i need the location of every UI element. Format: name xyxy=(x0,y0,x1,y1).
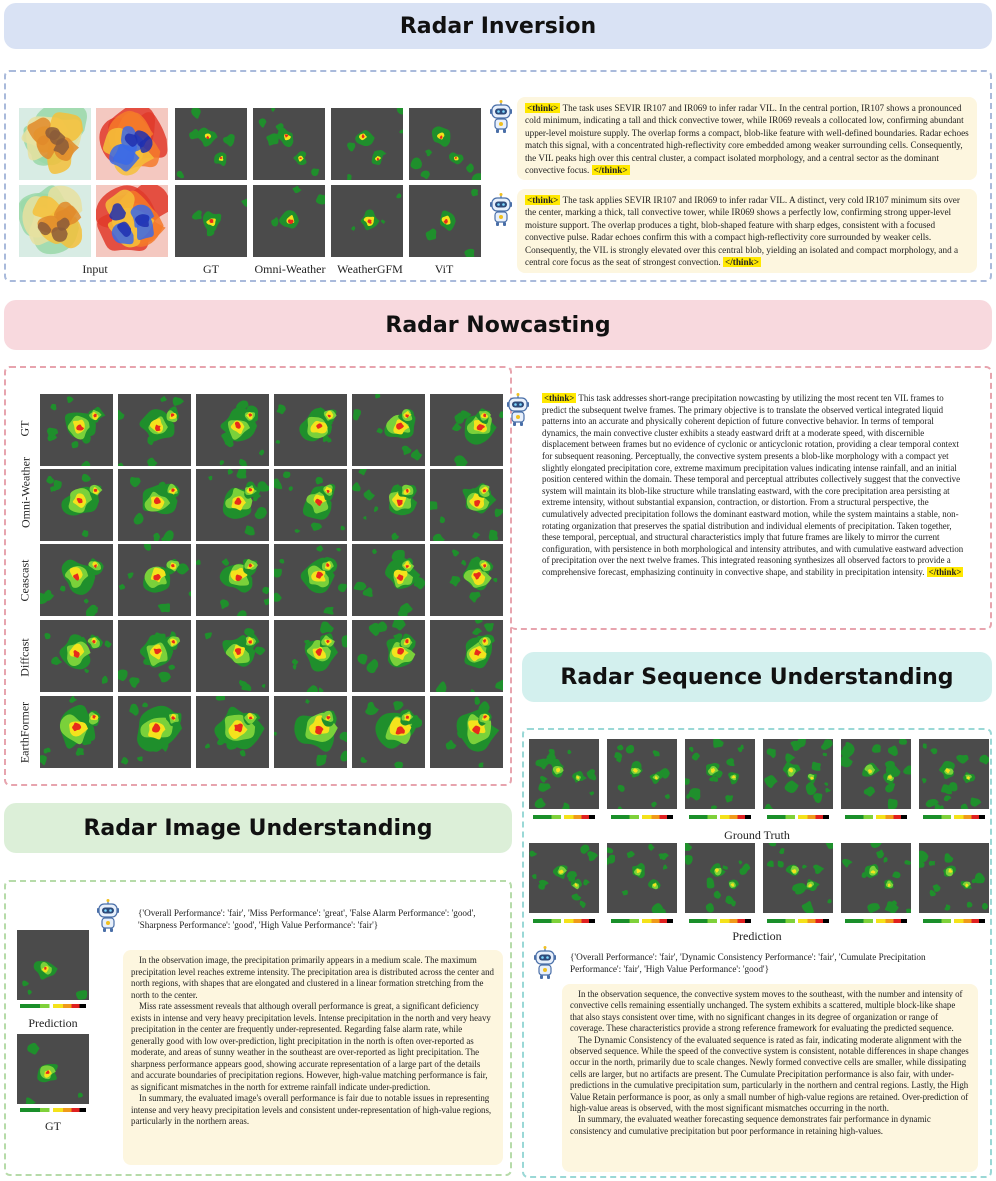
sequence-pred-tile xyxy=(529,843,599,913)
nowcasting-tile xyxy=(196,620,269,692)
think-open-tag: <think> xyxy=(544,393,575,403)
nowcasting-tile xyxy=(40,696,113,768)
row-label-ceascast: Ceascast xyxy=(17,559,32,602)
robot-icon xyxy=(488,100,514,134)
radar-nowcasting-banner xyxy=(4,300,992,350)
nowcasting-tile xyxy=(430,469,503,541)
nowcasting-tile xyxy=(274,620,347,692)
nowcasting-reasoning xyxy=(534,388,978,622)
nowcasting-reasoning-text: This task addresses short-range precipitation nowcasting by utilizing the most recent ten VIL frames to predict the subsequent twelve frames. The primary objective is to translate the observed vertical integrated liquid patterns into an accurate and physically coherent depiction of future convective behavior. In terms of temporal dynamics, the main convective cluster exhibits a steady eastward drift at a moderate speed, with discernible displacement between frames but no evidence of cyclonic or anticyclonic rotation, providing a clear temporal context for subsequent reasoning. Perceptually, the convective system presents a blob-like morphology with a compact yet slightly elongated precipitation core, extreme maximum precipitation values indicating intense rainfall, and an initial position centered within the domain. These temporal and perceptual attributes collectively suggest that the convective system will maintain its blob-like structure while translating eastward, with the core precipitation area persisting at extreme intensity, without substantial expansion, contraction, or distortion. From a structural perspective, the cumulatively advected precipitation follows the dominant eastward motion, while the system maintains a stable, non-rotating organization that preserves the spatial distribution and individual elements of precipitation. Taken together, these temporal, perceptual, and structural characteristics imply that future frames are likely to mirror the current configuration, with persistence in both morphological and intensity attributes, and with cumulative eastward advection of precipitation over the next twelve frames. This integrated reasoning synthesizes all observed factors to provide a comprehensive forecast, emphasizing continuity in convective shape, and stability in precipitation intensity. xyxy=(542,393,964,577)
colorbar xyxy=(767,815,829,819)
input-ir107-tile-1 xyxy=(19,108,91,180)
image-analysis-p3: In summary, the evaluated image's overall performance is fair due to notable issues in representing intense and very heavy precipitation levels and consistent under-representation of high-value regions, particularly in the northern areas. xyxy=(131,1093,492,1126)
radar-image-title: Radar Image Understanding xyxy=(83,815,433,841)
inversion-output-tile xyxy=(409,108,481,180)
image-prediction-tile xyxy=(17,930,89,1000)
nowcasting-tile xyxy=(352,544,425,616)
nowcasting-tile xyxy=(40,620,113,692)
caption-vit: ViT xyxy=(434,262,454,276)
caption-input: Input xyxy=(82,262,108,276)
colorbar xyxy=(20,1108,86,1112)
nowcasting-tile xyxy=(274,469,347,541)
colorbar xyxy=(611,815,673,819)
nowcasting-tile xyxy=(118,620,191,692)
sequence-pred-tile xyxy=(607,843,677,913)
radar-image-banner xyxy=(4,803,512,853)
sequence-gt-tile xyxy=(529,739,599,809)
row-label-gt: GT xyxy=(17,420,32,437)
input-ir107-tile-2 xyxy=(19,185,91,257)
nowcasting-tile xyxy=(352,469,425,541)
sequence-analysis-p1: In the observation sequence, the convective system moves to the southeast, with the number and intensity of convective cells remaining essentially unchanged. The system exhibits a scattered, multiple block-like shape that also stays consistent over time, with no significant changes in its degree of organization or range of coverage. These characteristics provide a strong reference framework for evaluating the predicted sequence. xyxy=(570,989,963,1034)
caption-image-prediction: Prediction xyxy=(28,1016,78,1030)
think-open-tag: <think> xyxy=(527,195,559,205)
sequence-gt-tile xyxy=(841,739,911,809)
robot-icon xyxy=(505,393,531,427)
colorbar xyxy=(20,1004,86,1008)
nowcasting-tile xyxy=(118,394,191,466)
nowcasting-tile xyxy=(40,469,113,541)
inversion-output-tile xyxy=(253,108,325,180)
sequence-pred-tile xyxy=(919,843,989,913)
nowcasting-tile xyxy=(118,469,191,541)
sequence-pred-tile xyxy=(841,843,911,913)
nowcasting-tile xyxy=(352,696,425,768)
caption-omni-weather: Omni-Weather xyxy=(254,262,326,276)
radar-sequence-title: Radar Sequence Understanding xyxy=(560,664,954,690)
think-close-tag: </think> xyxy=(928,566,962,577)
nowcasting-tile xyxy=(118,696,191,768)
radar-inversion-banner xyxy=(4,3,992,49)
input-ir069-tile-2 xyxy=(96,185,168,257)
image-scores-text: {'Overall Performance': 'fair', 'Miss Performance': 'great', 'False Alarm Performance': 'good', 'Sharpness Performance': 'good', 'High Value Performance': 'fair'} xyxy=(138,908,476,931)
nowcasting-tile xyxy=(196,394,269,466)
caption-image-gt: GT xyxy=(45,1119,61,1133)
nowcasting-tile xyxy=(352,620,425,692)
colorbar xyxy=(767,919,829,923)
nowcasting-tile xyxy=(274,544,347,616)
nowcasting-tile xyxy=(40,394,113,466)
image-analysis-p2: Miss rate assessment reveals that although overall performance is great, a significant deficiency exists in intense and very heavy precipitation levels. Intense precipitation in the north and very heavy precipitation in the center are frequently under-represented. Regarding false alarm rate, while generally good with low over-prediction, light precipitation in the north is often over-reported as moderate, and areas of sunny weather in the southeast are over-reported as light precipitation. The sharpness performance appears good, showing accurate representation of a large part of the details and accurate boundaries of precipitation regions. However, high-value matching performance is fair, as significant mismatches in the north for extreme rainfall indicate under-prediction. xyxy=(131,1001,491,1092)
inversion-output-tile xyxy=(175,108,247,180)
colorbar xyxy=(845,919,907,923)
nowcasting-tile xyxy=(430,696,503,768)
inversion-output-tile xyxy=(253,185,325,257)
think-close-tag: </think> xyxy=(724,257,759,268)
inversion-output-tile xyxy=(409,185,481,257)
sequence-pred-tile xyxy=(763,843,833,913)
colorbar xyxy=(923,919,985,923)
radar-sequence-banner xyxy=(522,652,992,702)
row-label-diffcast: Diffcast xyxy=(17,638,32,677)
caption-weathergfm: WeatherGFM xyxy=(337,262,403,276)
sequence-analysis-p3: In summary, the evaluated weather forecasting sequence demonstrates fair performance in dynamic consistency and cumulative precipitation but poor performance in retaining high-values. xyxy=(570,1114,931,1136)
sequence-gt-tile xyxy=(685,739,755,809)
inversion-reasoning-1-text: The task uses SEVIR IR107 and IR069 to infer radar VIL. In the central portion, IR107 shows a pronounced cold minimum, indicating a tall and thick convective tower, while IR069 reveals a collocated low, confirming abundant upper-level moisture supply. The overlap forms a compact, blob-like feature with well-defined boundaries. Radar echoes match this signal, with a concentrated high-reflectivity core embedded among weaker surrounding cells. Consequently, the VIL peaks high over this central cluster, a compact isolated morphology, and a central sector as the dominant convective focus. xyxy=(525,103,969,176)
input-ir069-tile-1 xyxy=(96,108,168,180)
caption-gt: GT xyxy=(203,262,219,276)
sequence-gt-tile xyxy=(763,739,833,809)
inversion-reasoning-2-text: The task applies SEVIR IR107 and IR069 to infer radar VIL. A distinct, very cold IR107 minimum sits over the center, marking a thick, tall convective tower, while IR069 shows a perfectly low, confirming strong upper-level moisture support. The overlap produces a tight, blob-shaped feature with sharp edges, consistent with a focused convective pulse. Radar echoes confirm this with a compact high-reflectivity core surrounded by weaker cells. Consequently, the VIL is strongly elevated over this central blob, yielding an isolated and compact morphology, and a central core focus as the seat of strongest convection. xyxy=(525,195,960,268)
think-open-tag: <think> xyxy=(527,103,559,113)
nowcasting-tile xyxy=(274,394,347,466)
colorbar xyxy=(533,815,595,819)
sequence-scores xyxy=(562,946,982,976)
sequence-pred-tile xyxy=(685,843,755,913)
nowcasting-tile xyxy=(430,394,503,466)
nowcasting-tile xyxy=(430,620,503,692)
image-analysis-p1: In the observation image, the precipitation primarily appears in a medium scale. The maximum precipitation level reaches extreme intensity. The precipitation area is distributed across the center and north regions, with shapes that are elongated and clustered in a linear formation stretching from the north to the center. xyxy=(131,955,494,1000)
nowcasting-tile xyxy=(196,469,269,541)
row-label-omni-weather: Omni-Weather xyxy=(18,457,33,529)
robot-icon xyxy=(95,899,121,933)
robot-icon xyxy=(488,193,514,227)
nowcasting-tile xyxy=(352,394,425,466)
sequence-gt-tile xyxy=(607,739,677,809)
sequence-analysis-p2: The Dynamic Consistency of the evaluated sequence is rated as fair, indicating moderate alignment with the observed sequence. While the speed of the convective system is consistent, notable differences in shape changes occur in the north, primarily due to scale changes. Newly formed convective cells are smaller, while dissipating cells are larger, but no artifacts are present. The Cumulate Precipitation performance is also fair, with under-predictions in the cumulative precipitation sum, particularly in the northern and central regions. Lastly, the High Value Retain performance is poor, as only a small number of high-value regions are retained. Over-prediction of high-value areas is observed, with the most significant mismatches occurring in the north. xyxy=(570,1034,969,1114)
caption-sequence-prediction: Prediction xyxy=(732,929,782,943)
radar-inversion-title: Radar Inversion xyxy=(399,13,597,39)
radar-nowcasting-title: Radar Nowcasting xyxy=(385,312,611,338)
inversion-reasoning-2 xyxy=(517,189,977,273)
nowcasting-tile xyxy=(196,544,269,616)
sequence-gt-tile xyxy=(919,739,989,809)
image-gt-tile xyxy=(17,1034,89,1104)
colorbar xyxy=(845,815,907,819)
inversion-output-tile xyxy=(331,108,403,180)
inversion-output-tile xyxy=(175,185,247,257)
nowcasting-tile xyxy=(118,544,191,616)
image-analysis xyxy=(123,950,503,1165)
row-label-earthformer: EarthFormer xyxy=(17,701,32,764)
inversion-reasoning-1 xyxy=(517,97,977,180)
nowcasting-tile xyxy=(430,544,503,616)
nowcasting-tile xyxy=(274,696,347,768)
colorbar xyxy=(923,815,985,819)
think-close-tag: </think> xyxy=(593,165,628,176)
image-scores xyxy=(130,902,500,938)
robot-icon xyxy=(532,946,558,980)
colorbar xyxy=(533,919,595,923)
nowcasting-tile xyxy=(40,544,113,616)
colorbar xyxy=(689,815,751,819)
caption-ground-truth: Ground Truth xyxy=(724,828,790,842)
sequence-scores-text: {'Overall Performance': 'fair', 'Dynamic Consistency Performance': 'fair', 'Cumulate Precipitation Performance': 'fair', 'High Value Performance': 'good'} xyxy=(570,952,926,975)
nowcasting-tile xyxy=(196,696,269,768)
sequence-analysis xyxy=(562,984,978,1172)
colorbar xyxy=(611,919,673,923)
colorbar xyxy=(689,919,751,923)
inversion-output-tile xyxy=(331,185,403,257)
